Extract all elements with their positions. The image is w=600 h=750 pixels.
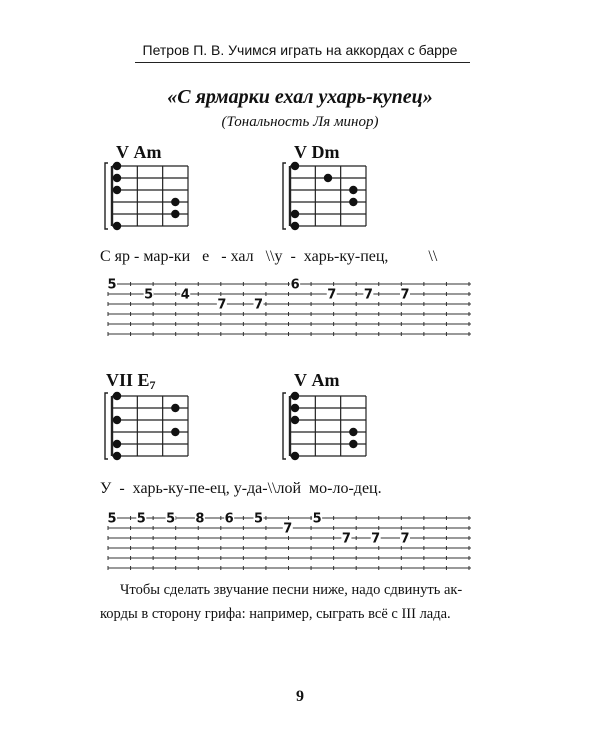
tab-note: 7 xyxy=(363,287,373,303)
tab-note: 7 xyxy=(400,531,410,547)
chord-position: V xyxy=(294,142,307,162)
tab-note: 5 xyxy=(107,511,117,527)
chord-diagram-am-1 xyxy=(100,158,200,234)
finger-dot xyxy=(113,222,121,230)
tab-staff-2 xyxy=(100,510,475,578)
song-title: «С ярмарки ехал ухарь-купец» xyxy=(167,86,433,108)
chord-position: VII xyxy=(106,370,134,390)
song-key-note: (Тональность Ля минор) xyxy=(221,114,379,130)
header-rule xyxy=(135,62,470,63)
tab-note: 7 xyxy=(341,531,351,547)
chord-name: Dm xyxy=(311,142,340,162)
running-header: Петров П. В. Учимся играть на аккордах с барре xyxy=(142,42,458,58)
finger-dot xyxy=(113,452,121,460)
tab-staff-1 xyxy=(100,276,475,344)
finger-dot xyxy=(291,416,299,424)
paragraph-line: корды в сторону грифа: например, сыграть всё с III лада. xyxy=(100,606,451,622)
tab-note: 7 xyxy=(253,297,264,313)
finger-dot xyxy=(291,210,299,218)
tab-note: 4 xyxy=(180,287,190,303)
finger-dot xyxy=(113,186,121,194)
chord-diagram-dm xyxy=(278,158,378,234)
tab-note: 6 xyxy=(224,511,234,527)
barre-bracket xyxy=(283,163,286,229)
tab-note: 5 xyxy=(166,511,176,527)
barre-bracket xyxy=(105,163,108,229)
tab-note: 7 xyxy=(217,297,227,313)
chord-position: V xyxy=(116,142,129,162)
finger-dot xyxy=(113,440,121,448)
lyrics-line-2: У - харь-ку-пе-ец, у-да-\\лой мо-ло-дец. xyxy=(100,480,382,497)
tab-note: 7 xyxy=(371,531,381,547)
finger-dot xyxy=(113,174,121,182)
tab-note: 5 xyxy=(136,511,146,527)
chord-name: E xyxy=(137,370,150,390)
finger-dot xyxy=(324,174,332,182)
page-number: 9 xyxy=(296,688,304,705)
finger-dot xyxy=(171,428,179,436)
finger-dot xyxy=(171,210,179,218)
finger-dot xyxy=(349,428,357,436)
tab-note: 8 xyxy=(195,511,205,527)
tab-note: 5 xyxy=(312,511,322,527)
finger-dot xyxy=(291,222,299,230)
paragraph-line: Чтобы сделать звучание песни ниже, надо сдвинуть ак- xyxy=(120,582,463,598)
barre-bracket xyxy=(283,393,286,459)
tab-note: 7 xyxy=(400,287,410,303)
finger-dot xyxy=(171,404,179,412)
instruction-paragraph xyxy=(100,578,472,626)
tab-note: 7 xyxy=(283,521,293,537)
tab-note: 5 xyxy=(253,511,264,527)
finger-dot xyxy=(113,162,121,170)
chord-name: Am xyxy=(311,370,340,390)
chord-sub: 7 xyxy=(149,378,156,392)
finger-dot xyxy=(291,404,299,412)
chord-diagram-e7 xyxy=(100,388,200,464)
finger-dot xyxy=(291,392,299,400)
chord-position: V xyxy=(294,370,307,390)
chord-diagram-am-2 xyxy=(278,388,378,464)
finger-dot xyxy=(349,440,357,448)
tab-note: 7 xyxy=(327,287,337,303)
tab-note: 5 xyxy=(107,277,117,293)
finger-dot xyxy=(349,186,357,194)
finger-dot xyxy=(349,198,357,206)
lyrics-line-1: С яр - мар-ки е - хал \\у - харь-ку-пец, \\ xyxy=(100,248,438,265)
finger-dot xyxy=(171,198,179,206)
chord-name: Am xyxy=(133,142,162,162)
finger-dot xyxy=(291,162,299,170)
tab-note: 6 xyxy=(290,277,300,293)
barre-bracket xyxy=(105,393,108,459)
finger-dot xyxy=(113,416,121,424)
finger-dot xyxy=(291,452,299,460)
finger-dot xyxy=(113,392,121,400)
tab-note: 5 xyxy=(144,287,154,303)
